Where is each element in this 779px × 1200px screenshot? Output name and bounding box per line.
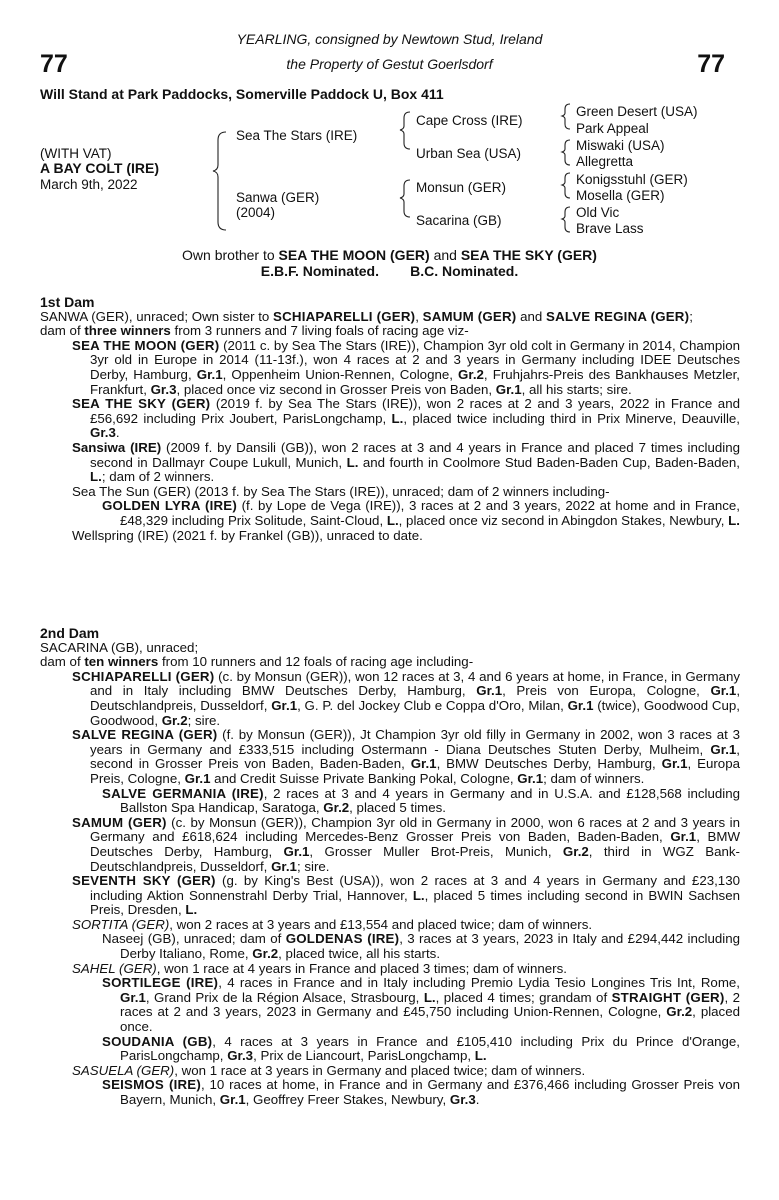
- sire-dam-dam: Allegretta: [576, 154, 634, 169]
- first-dam-produce: dam of three winners from 3 runners and 7 living foals of racing age viz-: [40, 323, 469, 339]
- header-consignor: YEARLING, consigned by Newtown Stud, Ireland: [236, 31, 543, 47]
- own-brother-note: [0, 247, 779, 263]
- nominations: [0, 263, 779, 279]
- produce-entry: SASUELA (GER), won 1 race at 3 years in Germany and placed twice; dam of winners.: [72, 1062, 586, 1078]
- produce-sub-entry: SOUDANIA (GB), 4 races at 3 years in France and £105,410 including Prix du Prince d'Orange, ParisLongchamp, Gr.3, Prix de Liancourt, ParisLongchamp, L.: [102, 1033, 740, 1064]
- second-dam-section: [40, 626, 740, 1108]
- lot-number-left: 77: [40, 50, 68, 78]
- produce-entry: SEA THE SKY (GER) (2019 f. by Sea The Stars (IRE)), won 2 races at 2 and 3 years, 2022 in France and £56,692 including Prix Joubert, ParisLongchamp, L., placed twice including third in Prix Minerve, Deauville, Gr.3.: [72, 396, 740, 441]
- produce-sub-entry: SORTILEGE (IRE), 4 races in France and in Italy including Premio Lydia Tesio Longines Tris Int, Rome, Gr.1, Grand Prix de la Région Alsace, Strasbourg, L., placed 4 times; grandam of STRAIGHT (GER), 2 races at 2 and 3 years, 2023 in Germany and £45,750 including Union-Rennen, Cologne, Gr.2, placed once.: [102, 975, 740, 1035]
- dam-sire-sire: Konigsstuhl (GER): [576, 172, 688, 187]
- produce-entry: SAHEL (GER), won 1 race at 4 years in France and placed 3 times; dam of winners.: [72, 960, 567, 976]
- sire-sire-sire: Green Desert (USA): [576, 104, 698, 119]
- note-text: Own brother to: [182, 247, 279, 263]
- brother-name: SEA THE MOON (GER): [278, 247, 430, 263]
- produce-entry: SCHIAPARELLI (GER) (c. by Monsun (GER)), won 12 races at 3, 4 and 6 years at home, in France, in Germany and in Italy including BMW Deutsches Derby, Hamburg, Gr.1, Preis von Europa, Cologne, Gr.1, Deutschlandpreis, Dusseldorf, Gr.1, G. P. del Jockey Club e Coppa d'Oro, Milan, Gr.1 (twice), Goodwood Cup, Goodwood, Gr.2; sire.: [72, 668, 741, 728]
- pedigree-brackets: [0, 0, 779, 245]
- sire-sire: Cape Cross (IRE): [416, 113, 523, 128]
- dam-dam-dam: Brave Lass: [576, 221, 644, 236]
- brother-name: SEA THE SKY (GER): [460, 247, 597, 263]
- produce-entry: SAMUM (GER) (c. by Monsun (GER)), Champion 3yr old in Germany in 2000, won 6 races at 2 and 3 years in Germany and £618,624 including Mercedes-Benz Grosser Preis von Baden, Baden-Baden, Gr.1, BMW Deutsches Derby, Hamburg, Gr.1, Grosser Muller Brot-Preis, Munich, Gr.2, third in WGZ Bank-Deutschlandpreis, Dusseldorf, Gr.1; sire.: [72, 814, 740, 874]
- produce-entry: SORTITA (GER), won 2 races at 3 years and £13,554 and placed twice; dam of winners.: [72, 916, 593, 932]
- second-dam-produce: dam of ten winners from 10 runners and 12 foals of racing age including-: [40, 654, 474, 670]
- dam-year: (2004): [236, 205, 276, 220]
- dam: Sanwa (GER): [236, 190, 320, 205]
- second-dam-heading: 2nd Dam: [40, 625, 100, 641]
- second-dam-intro: SACARINA (GB), unraced;: [40, 639, 199, 655]
- produce-entry: Wellspring (IRE) (2021 f. by Frankel (GB)), unraced to date.: [72, 527, 423, 543]
- dam-sire-dam: Mosella (GER): [576, 188, 665, 203]
- header-property: the Property of Gestut Goerlsdorf: [286, 56, 493, 72]
- vat-note: (WITH VAT): [40, 146, 112, 161]
- produce-sub-entry: GOLDEN LYRA (IRE) (f. by Lope de Vega (IRE)), 3 races at 2 and 3 years, 2022 at home and in France, £48,329 including Prix Solitude, Saint-Cloud, L., placed once viz second in Abingdon Stakes, Newbury, L.: [102, 498, 740, 528]
- produce-sub-entry: SALVE GERMANIA (IRE), 2 races at 3 and 4 years in Germany and in U.S.A. and £128,568 including Ballston Spa Handicap, Saratoga, Gr.2, placed 5 times.: [102, 785, 741, 816]
- stand-location: Will Stand at Park Paddocks, Somerville Paddock U, Box 411: [40, 86, 444, 102]
- produce-entry: SALVE REGINA (GER) (f. by Monsun (GER)), Jt Champion 3yr old filly in Germany in 2002, won 3 races at 3 years in Germany and £333,515 including Ostermann - Diana Deutsches Stuten Derby, Mulheim, Gr.1, second in Grosser Preis von Baden, Baden-Baden, Gr.1, BMW Deutsches Derby, Hamburg, Gr.1, Europa Preis, Cologne, Gr.1 and Credit Suisse Private Banking Pokal, Cologne, Gr.1; dam of winners.: [72, 727, 740, 786]
- sire-sire-dam: Park Appeal: [576, 121, 649, 136]
- horse-name: A BAY COLT (IRE): [40, 160, 160, 176]
- produce-entry: Sea The Sun (GER) (2013 f. by Sea The Stars (IRE)), unraced; dam of 2 winners including-: [72, 483, 610, 499]
- produce-sub-entry: SEISMOS (IRE), 10 races at home, in France and in Germany and £376,466 including Grosser Preis von Bayern, Munich, Gr.1, Geoffrey Freer Stakes, Newbury, Gr.3.: [102, 1077, 741, 1107]
- sire-dam: Urban Sea (USA): [416, 146, 522, 161]
- sire-dam-sire: Miswaki (USA): [576, 138, 665, 153]
- ebf-nominated: E.B.F. Nominated.: [260, 263, 379, 279]
- sire: Sea The Stars (IRE): [236, 128, 358, 143]
- foaling-date: March 9th, 2022: [40, 177, 138, 192]
- produce-entry: SEVENTH SKY (GER) (g. by King's Best (USA)), won 2 races at 3 and 4 years in Germany and £23,130 including Aktion Sonnenstrahl Derby Trial, Hannover, L., placed 5 times including second in BWIN Sachsen Preis, Dresden, L.: [72, 873, 740, 918]
- dam-dam-sire: Old Vic: [576, 205, 620, 220]
- produce-entry: SEA THE MOON (GER) (2011 c. by Sea The Stars (IRE)), Champion 3yr old colt in Germany in 2014, Champion 3yr old in Europe in 2014 (11-13f.), won 4 races at 2 and 3 years in Germany including IDEE Deutsches Derby, Hamburg, Gr.1, Oppenheim Union-Rennen, Cologne, Gr.2, Fruhjahrs-Preis des Bankhauses Metzler, Frankfurt, Gr.3, placed once viz second in Grosser Preis von Baden, Gr.1, all his starts; sire.: [72, 337, 741, 397]
- first-dam-section: [40, 295, 740, 543]
- first-dam-intro: SANWA (GER), unraced; Own sister to SCHIAPARELLI (GER), SAMUM (GER) and SALVE REGINA (GER);: [40, 308, 693, 324]
- produce-sub-entry: Naseej (GB), unraced; dam of GOLDENAS (IRE), 3 races at 3 years, 2023 in Italy and £294,442 including Derby Italiano, Rome, Gr.2, placed twice, all his starts.: [102, 931, 740, 962]
- first-dam-heading: 1st Dam: [40, 294, 95, 310]
- produce-entry: Sansiwa (IRE) (2009 f. by Dansili (GB)), won 2 races at 3 and 4 years in France and placed 7 times including second in Dallmayr Coupe Lukull, Munich, L. and fourth in Coolmore Stud Baden-Baden Cup, Baden-Baden, L.; dam of 2 winners.: [72, 439, 740, 485]
- bc-nominated: B.C. Nominated.: [410, 263, 519, 279]
- note-text: and: [429, 247, 461, 263]
- dam-dam: Sacarina (GB): [416, 213, 502, 228]
- lot-number-right: 77: [697, 50, 725, 78]
- dam-sire: Monsun (GER): [416, 180, 507, 195]
